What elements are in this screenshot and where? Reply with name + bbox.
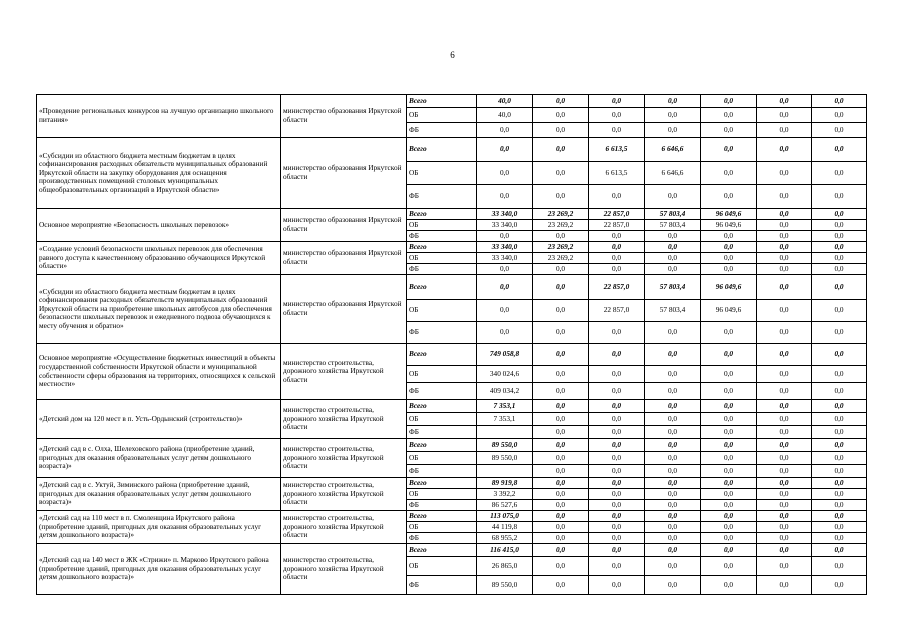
responsible-org-cell: министерство образования Иркутской области [281,209,407,242]
amount-cell: 0,0 [701,344,757,366]
amount-cell: 0,0 [812,275,867,300]
activity-name-cell: «Детский сад на 140 мест в ЖК «Стрижи» п. Марково Иркутского района (приобретение зданий, пригодных для оказания образовательных услуг детям дошкольного возраста)» [37,544,281,595]
page-number: 6 [450,50,455,60]
amount-cell: 0,0 [812,108,867,123]
amount-cell: 0,0 [812,300,867,322]
funding-source-cell: ОБ [407,413,477,426]
amount-cell: 0,0 [645,522,701,533]
amount-cell: 23 269,2 [533,209,589,220]
amount-cell: 33 340,0 [477,253,533,264]
amount-cell: 0,0 [533,344,589,366]
amount-cell: 0,0 [645,95,701,108]
amount-cell: 22 857,0 [589,220,645,231]
amount-cell: 0,0 [757,500,812,511]
amount-cell: 0,0 [812,452,867,465]
amount-cell: 33 340,0 [477,220,533,231]
amount-cell: 0,0 [533,500,589,511]
activity-name-cell: «Детский сад на 110 мест в п. Смоленщина Иркутского района (приобретение зданий, пригодных для оказания образовательных услуг детям дошкольного возраста)» [37,511,281,544]
amount-cell: 0,0 [533,452,589,465]
amount-cell: 0,0 [589,478,645,489]
amount-cell: 0,0 [812,478,867,489]
table-row [37,439,867,452]
amount-cell: 57 803,4 [645,209,701,220]
funding-source-cell: ОБ [407,162,477,185]
amount-cell: 0,0 [701,383,757,400]
activity-name-cell: Основное мероприятие «Осуществление бюджетных инвестиций в объекты государственной собственности Иркутской области и муниципальной собственности сферы образования на территориях, относящихся к сельской местности» [37,344,281,400]
funding-source-cell: ОБ [407,300,477,322]
amount-cell: 0,0 [533,264,589,275]
amount-cell: 0,0 [589,544,645,557]
funding-source-cell: ФБ [407,123,477,138]
table-row [37,95,867,108]
amount-cell: 0,0 [533,108,589,123]
amount-cell: 0,0 [645,108,701,123]
funding-source-cell: ОБ [407,253,477,264]
amount-cell: 0,0 [812,366,867,383]
amount-cell: 0,0 [757,220,812,231]
funding-source-cell: ОБ [407,452,477,465]
amount-cell: 0,0 [812,162,867,185]
amount-cell: 0,0 [533,511,589,522]
funding-source-cell: ФБ [407,185,477,209]
amount-cell: 0,0 [533,465,589,478]
amount-cell: 0,0 [533,162,589,185]
amount-cell: 0,0 [812,344,867,366]
amount-cell: 0,0 [589,366,645,383]
amount-cell: 0,0 [757,426,812,439]
amount-cell: 23 269,2 [533,242,589,253]
amount-cell: 0,0 [533,439,589,452]
funding-source-cell: Всего [407,242,477,253]
activity-name-cell: «Детский дом на 120 мест в п. Усть-Ордынский (строительство)» [37,400,281,439]
amount-cell: 86 527,6 [477,500,533,511]
funding-source-cell: Всего [407,544,477,557]
amount-cell: 7 353,1 [477,400,533,413]
responsible-org-cell: министерство строительства, дорожного хозяйства Иркутской области [281,544,407,595]
funding-source-cell: Всего [407,275,477,300]
amount-cell: 0,0 [757,489,812,500]
amount-cell: 0,0 [757,253,812,264]
amount-cell: 0,0 [645,400,701,413]
amount-cell: 0,0 [757,465,812,478]
amount-cell: 0,0 [757,439,812,452]
amount-cell: 89 919,8 [477,478,533,489]
amount-cell: 6 613,5 [589,162,645,185]
amount-cell: 0,0 [757,557,812,576]
amount-cell: 0,0 [645,242,701,253]
amount-cell: 0,0 [645,439,701,452]
amount-cell: 0,0 [812,95,867,108]
amount-cell: 0,0 [589,383,645,400]
amount-cell: 0,0 [589,413,645,426]
amount-cell: 40,0 [477,95,533,108]
amount-cell: 0,0 [812,253,867,264]
amount-cell: 0,0 [645,231,701,242]
table-row [37,511,867,522]
amount-cell: 0,0 [589,557,645,576]
amount-cell: 0,0 [533,400,589,413]
funding-source-cell: ФБ [407,426,477,439]
amount-cell: 68 955,2 [477,533,533,544]
amount-cell: 0,0 [533,275,589,300]
funding-source-cell: ФБ [407,264,477,275]
funding-source-cell: Всего [407,439,477,452]
amount-cell: 0,0 [533,557,589,576]
amount-cell: 0,0 [645,322,701,344]
amount-cell: 0,0 [812,185,867,209]
amount-cell: 0,0 [477,162,533,185]
amount-cell: 0,0 [701,576,757,595]
responsible-org-cell: министерство образования Иркутской области [281,95,407,138]
amount-cell: 0,0 [701,400,757,413]
amount-cell: 0,0 [701,413,757,426]
amount-cell: 0,0 [589,452,645,465]
amount-cell: 0,0 [533,366,589,383]
amount-cell: 0,0 [589,264,645,275]
activity-name-cell: «Детский сад в с. Уктуй, Зиминского района (приобретение зданий, пригодных для оказания образовательных услуг детям дошкольного возраста)» [37,478,281,511]
funding-source-cell: ФБ [407,465,477,478]
amount-cell: 0,0 [533,95,589,108]
amount-cell: 0,0 [757,209,812,220]
amount-cell: 0,0 [701,185,757,209]
amount-cell: 0,0 [645,533,701,544]
amount-cell: 0,0 [812,489,867,500]
amount-cell: 0,0 [701,253,757,264]
amount-cell [477,465,533,478]
amount-cell: 409 034,2 [477,383,533,400]
amount-cell: 0,0 [812,500,867,511]
amount-cell: 0,0 [701,322,757,344]
amount-cell: 0,0 [812,533,867,544]
amount-cell: 57 803,4 [645,300,701,322]
amount-cell: 0,0 [701,522,757,533]
amount-cell: 0,0 [757,275,812,300]
amount-cell: 0,0 [589,489,645,500]
amount-cell: 0,0 [477,322,533,344]
amount-cell: 0,0 [645,185,701,209]
amount-cell: 0,0 [645,478,701,489]
responsible-org-cell: министерство строительства, дорожного хозяйства Иркутской области [281,439,407,478]
amount-cell: 40,0 [477,108,533,123]
activity-name-cell: «Детский сад в с. Олха, Шелеховского района (приобретение зданий, пригодных для оказания образовательных услуг детям дошкольного возраста)» [37,439,281,478]
amount-cell: 0,0 [589,576,645,595]
amount-cell: 0,0 [645,123,701,138]
funding-source-cell: ФБ [407,576,477,595]
amount-cell: 0,0 [757,511,812,522]
amount-cell: 0,0 [757,533,812,544]
amount-cell: 0,0 [757,264,812,275]
amount-cell: 0,0 [757,478,812,489]
amount-cell: 0,0 [701,366,757,383]
amount-cell: 0,0 [757,231,812,242]
funding-source-cell: ОБ [407,366,477,383]
amount-cell: 0,0 [589,533,645,544]
amount-cell: 0,0 [533,231,589,242]
amount-cell: 340 024,6 [477,366,533,383]
amount-cell: 0,0 [645,511,701,522]
amount-cell: 0,0 [701,231,757,242]
amount-cell: 0,0 [645,366,701,383]
amount-cell: 0,0 [757,576,812,595]
amount-cell: 0,0 [812,522,867,533]
amount-cell: 96 049,6 [701,220,757,231]
table-row [37,209,867,220]
funding-source-cell: ОБ [407,522,477,533]
amount-cell: 0,0 [645,489,701,500]
table-row [37,275,867,300]
funding-source-cell: ОБ [407,557,477,576]
amount-cell: 0,0 [757,185,812,209]
amount-cell: 0,0 [589,242,645,253]
amount-cell: 0,0 [701,426,757,439]
amount-cell: 0,0 [477,231,533,242]
table-row [37,400,867,413]
amount-cell: 0,0 [477,275,533,300]
amount-cell: 0,0 [477,264,533,275]
activity-name-cell: «Проведение региональных конкурсов на лучшую организацию школьного питания» [37,95,281,138]
amount-cell: 0,0 [533,300,589,322]
amount-cell: 7 353,1 [477,413,533,426]
amount-cell: 0,0 [757,522,812,533]
amount-cell: 0,0 [701,465,757,478]
amount-cell: 0,0 [701,138,757,162]
amount-cell: 0,0 [477,123,533,138]
responsible-org-cell: министерство строительства, дорожного хозяйства Иркутской области [281,511,407,544]
amount-cell: 0,0 [533,123,589,138]
amount-cell: 0,0 [701,242,757,253]
amount-cell: 0,0 [589,253,645,264]
responsible-org-cell: министерство образования Иркутской области [281,242,407,275]
amount-cell: 0,0 [533,522,589,533]
amount-cell: 0,0 [812,138,867,162]
amount-cell: 89 550,0 [477,439,533,452]
amount-cell: 0,0 [812,383,867,400]
amount-cell: 0,0 [757,242,812,253]
amount-cell: 0,0 [533,413,589,426]
amount-cell: 0,0 [812,557,867,576]
amount-cell: 6 613,5 [589,138,645,162]
responsible-org-cell: министерство строительства, дорожного хозяйства Иркутской области [281,400,407,439]
amount-cell: 113 075,0 [477,511,533,522]
funding-source-cell: ФБ [407,322,477,344]
amount-cell: 0,0 [812,413,867,426]
amount-cell: 0,0 [645,557,701,576]
amount-cell: 0,0 [701,478,757,489]
funding-source-cell: Всего [407,400,477,413]
amount-cell: 0,0 [533,185,589,209]
amount-cell: 0,0 [701,544,757,557]
amount-cell: 0,0 [589,500,645,511]
amount-cell: 0,0 [533,383,589,400]
funding-source-cell: ОБ [407,489,477,500]
amount-cell: 0,0 [589,400,645,413]
funding-source-cell: ОБ [407,108,477,123]
responsible-org-cell: министерство образования Иркутской области [281,275,407,344]
table-row [37,242,867,253]
amount-cell [477,426,533,439]
amount-cell: 0,0 [589,123,645,138]
amount-cell: 23 269,2 [533,253,589,264]
budget-table [36,94,867,595]
amount-cell: 0,0 [645,452,701,465]
amount-cell: 0,0 [645,544,701,557]
table-row [37,344,867,366]
amount-cell: 0,0 [757,452,812,465]
amount-cell: 44 119,8 [477,522,533,533]
table-row [37,138,867,162]
table-row [37,544,867,557]
amount-cell: 0,0 [701,95,757,108]
amount-cell: 0,0 [645,576,701,595]
responsible-org-cell: министерство строительства, дорожного хозяйства Иркутской области [281,344,407,400]
funding-source-cell: Всего [407,95,477,108]
funding-source-cell: Всего [407,511,477,522]
amount-cell: 0,0 [701,500,757,511]
amount-cell: 22 857,0 [589,209,645,220]
funding-source-cell: Всего [407,138,477,162]
amount-cell: 0,0 [701,108,757,123]
amount-cell: 0,0 [589,322,645,344]
amount-cell: 6 646,6 [645,138,701,162]
amount-cell: 0,0 [757,108,812,123]
funding-source-cell: ФБ [407,231,477,242]
amount-cell: 96 049,6 [701,209,757,220]
amount-cell: 0,0 [701,162,757,185]
amount-cell: 0,0 [645,500,701,511]
amount-cell: 0,0 [701,452,757,465]
table-row [37,478,867,489]
responsible-org-cell: министерство образования Иркутской области [281,138,407,209]
amount-cell: 0,0 [589,95,645,108]
amount-cell: 96 049,6 [701,275,757,300]
amount-cell: 0,0 [477,138,533,162]
amount-cell: 0,0 [589,465,645,478]
amount-cell: 0,0 [589,439,645,452]
amount-cell: 0,0 [812,439,867,452]
amount-cell: 0,0 [812,242,867,253]
amount-cell: 0,0 [757,366,812,383]
amount-cell: 0,0 [757,383,812,400]
amount-cell: 0,0 [812,264,867,275]
amount-cell: 0,0 [812,544,867,557]
amount-cell: 749 058,8 [477,344,533,366]
funding-source-cell: ОБ [407,220,477,231]
amount-cell: 0,0 [812,123,867,138]
amount-cell: 0,0 [812,220,867,231]
amount-cell: 0,0 [812,322,867,344]
amount-cell: 22 857,0 [589,275,645,300]
activity-name-cell: «Субсидии из областного бюджета местным бюджетам в целях софинансирования расходных обязательств муниципальных образований Иркутской области на закупку оборудования для оснащения производственных помещений столовых муниципальных общеобразовательных организаций в Иркутской области» [37,138,281,209]
amount-cell: 0,0 [701,439,757,452]
amount-cell: 89 550,0 [477,452,533,465]
amount-cell: 0,0 [533,322,589,344]
funding-source-cell: Всего [407,344,477,366]
amount-cell: 0,0 [533,138,589,162]
amount-cell: 0,0 [757,544,812,557]
amount-cell: 0,0 [757,162,812,185]
amount-cell: 0,0 [645,253,701,264]
activity-name-cell: Основное мероприятие «Безопасность школьных перевозок» [37,209,281,242]
amount-cell: 0,0 [533,478,589,489]
amount-cell: 23 269,2 [533,220,589,231]
amount-cell: 0,0 [645,465,701,478]
amount-cell: 0,0 [757,400,812,413]
amount-cell: 0,0 [701,511,757,522]
amount-cell: 0,0 [645,413,701,426]
amount-cell: 116 415,0 [477,544,533,557]
amount-cell: 0,0 [701,489,757,500]
amount-cell: 96 049,6 [701,300,757,322]
amount-cell: 0,0 [757,413,812,426]
amount-cell: 0,0 [757,123,812,138]
amount-cell: 0,0 [589,185,645,209]
amount-cell: 22 857,0 [589,300,645,322]
amount-cell: 0,0 [533,489,589,500]
amount-cell: 0,0 [533,544,589,557]
amount-cell: 57 803,4 [645,220,701,231]
amount-cell: 0,0 [701,557,757,576]
amount-cell: 0,0 [757,344,812,366]
amount-cell: 0,0 [645,426,701,439]
funding-source-cell: ФБ [407,500,477,511]
funding-source-cell: ФБ [407,533,477,544]
amount-cell: 33 340,0 [477,209,533,220]
amount-cell: 0,0 [477,300,533,322]
activity-name-cell: «Создание условий безопасности школьных перевозок для обеспечения равного доступа к качественному образованию обучающихся Иркутской области» [37,242,281,275]
amount-cell: 0,0 [757,138,812,162]
amount-cell: 0,0 [701,533,757,544]
amount-cell: 0,0 [645,383,701,400]
amount-cell: 0,0 [589,426,645,439]
funding-source-cell: Всего [407,209,477,220]
amount-cell: 0,0 [589,511,645,522]
amount-cell: 0,0 [477,185,533,209]
amount-cell: 26 865,0 [477,557,533,576]
amount-cell: 0,0 [812,511,867,522]
amount-cell: 0,0 [812,465,867,478]
amount-cell: 0,0 [812,209,867,220]
amount-cell: 0,0 [589,522,645,533]
amount-cell: 0,0 [812,426,867,439]
amount-cell: 0,0 [589,344,645,366]
amount-cell: 0,0 [812,231,867,242]
amount-cell: 57 803,4 [645,275,701,300]
amount-cell: 0,0 [757,322,812,344]
amount-cell: 0,0 [701,264,757,275]
amount-cell: 6 646,6 [645,162,701,185]
amount-cell: 0,0 [645,344,701,366]
amount-cell: 0,0 [533,576,589,595]
responsible-org-cell: министерство строительства, дорожного хозяйства Иркутской области [281,478,407,511]
amount-cell: 0,0 [757,300,812,322]
amount-cell: 0,0 [533,426,589,439]
amount-cell: 0,0 [812,576,867,595]
funding-source-cell: ФБ [407,383,477,400]
amount-cell: 0,0 [589,108,645,123]
amount-cell: 0,0 [701,123,757,138]
amount-cell: 0,0 [812,400,867,413]
amount-cell: 33 340,0 [477,242,533,253]
amount-cell: 3 392,2 [477,489,533,500]
amount-cell: 0,0 [589,231,645,242]
activity-name-cell: «Субсидии из областного бюджета местным бюджетам в целях софинансирования расходных обязательств муниципальных образований Иркутской области на приобретение школьных автобусов для обеспечения безопасности школьных перевозок и ежедневного подвоза обучающихся к месту обучения и обратно» [37,275,281,344]
amount-cell: 0,0 [533,533,589,544]
funding-source-cell: Всего [407,478,477,489]
amount-cell: 0,0 [757,95,812,108]
amount-cell: 0,0 [645,264,701,275]
amount-cell: 89 550,0 [477,576,533,595]
